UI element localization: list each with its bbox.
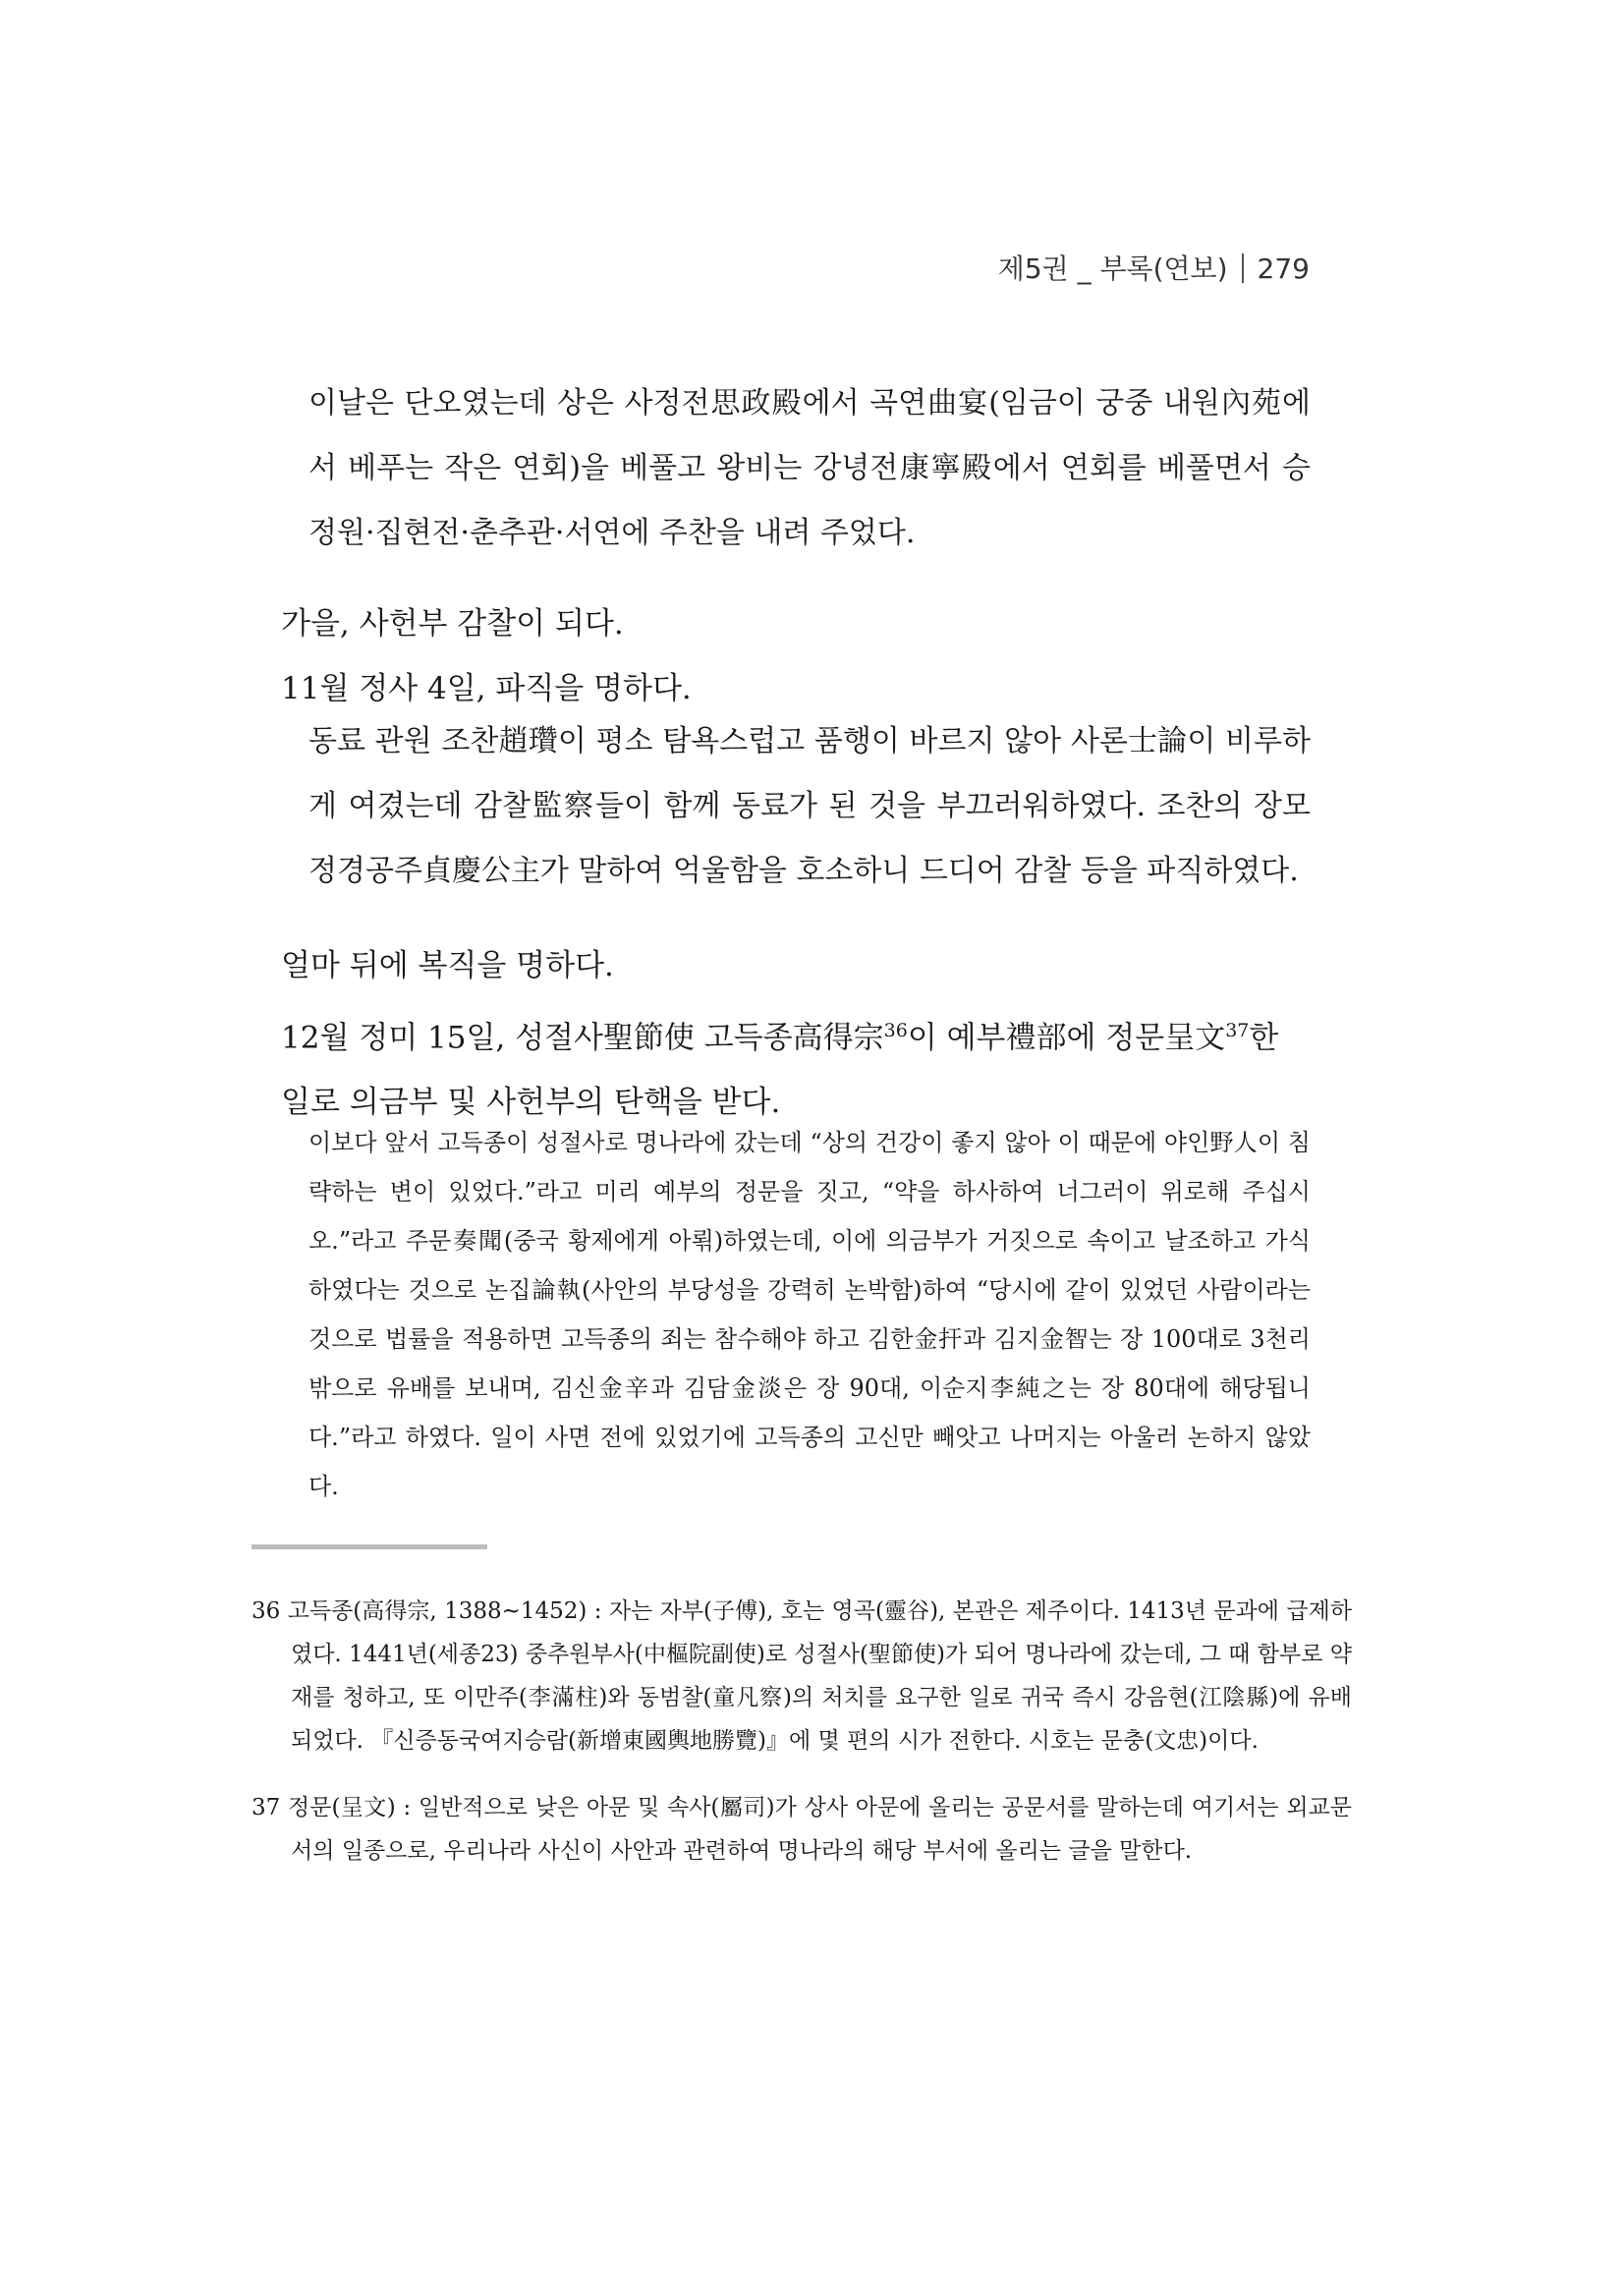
entry-heading-november: 11월 정사 4일, 파직을 명하다. — [281, 671, 692, 706]
body-paragraph-1: 이날은 단오였는데 상은 사정전思政殿에서 곡연曲宴(임금이 궁중 내원內苑에서 베푸는 작은 연회)을 베풀고 왕비는 강녕전康寧殿에서 연회를 베풀면서 승정원·집현전·춘추관·서연에 주찬을 내려 주었다. — [308, 386, 1311, 550]
entry-heading-december — [281, 998, 1313, 1135]
heading-text-part-c: 한 일로 의금부 및 사헌부의 탄핵을 받다. — [281, 1020, 1279, 1121]
page-number: 279 — [1257, 252, 1310, 285]
heading-text-part-a: 12월 정미 15일, 성절사聖節使 고득종高得宗 — [281, 1020, 884, 1056]
entry-heading-reinstated: 얼마 뒤에 복직을 명하다. — [281, 948, 614, 983]
footnote-ref-37[interactable]: 37 — [1225, 1020, 1250, 1041]
footnote-text: 고득종(高得宗, 1388~1452) : 자는 자부(子傅), 호는 영곡(靈谷), 본관은 제주이다. 1413년 문과에 급제하였다. 1441년(세종23) 중추원부사(中樞院副使)로 성절사(聖節使)가 되어 명나라에 갔는데, 그 때 함부로 약재를 청하고, 또 이만주(李滿柱)와 동범찰(童凡察)의 처치를 요구한 일로 귀국 즉시 강음현(江陰縣)에 유배되었다. 『신증동국여지승람(新增東國輿地勝覽)』에 몇 편의 시가 전한다. 시호는 문충(文忠)이다. — [287, 1598, 1353, 1754]
body-paragraph-3: 이보다 앞서 고득종이 성절사로 명나라에 갔는데 “상의 건강이 좋지 않아 이 때문에 야인野人이 침략하는 변이 있었다.”라고 미리 예부의 정문을 짓고, “약을 하사하여 너그러이 위로해 주십시오.”라고 주문奏聞(중국 황제에게 아뢲)하였는데, 이에 의금부가 거짓으로 속이고 날조하고 가식하였다는 것으로 논집論執(사안의 부당성을 강력히 논박함)하여 “당시에 같이 있었던 사람이라는 것으로 법률을 적용하면 고득종의 죄는 참수해야 하고 김한金扞과 김지金智는 장 100대로 3천리 밖으로 유배를 보내며, 김신金辛과 김담金淡은 장 90대, 이순지李純之는 장 80대에 해당됩니다.”라고 하였다. 일이 사면 전에 있었기에 고득종의 고신만 빼앗고 나머지는 아울러 논하지 않았다. — [308, 1129, 1311, 1500]
header-divider — [1242, 253, 1244, 283]
body-paragraph-2: 동료 관원 조찬趙瓚이 평소 탐욕스럽고 품행이 바르지 않아 사론士論이 비루하게 여겼는데 감찰監察들이 함께 동료가 된 것을 부끄러워하였다. 조찬의 장모 정경공주貞慶公主가 말하여 억울함을 호소하니 드디어 감찰 등을 파직하였다. — [308, 724, 1311, 888]
running-header — [998, 248, 1310, 287]
footnote-37 — [252, 1786, 1352, 1873]
footnote-36 — [252, 1590, 1352, 1763]
footnote-number: 36 — [252, 1598, 281, 1624]
footnote-ref-36[interactable]: 36 — [883, 1020, 908, 1041]
header-section-title: 제5권 _ 부록(연보) — [997, 252, 1228, 285]
entry-heading-autumn: 가을, 사헌부 감찰이 되다. — [281, 606, 624, 642]
heading-text-part-b: 이 예부禮部에 정문呈文 — [907, 1020, 1226, 1056]
footnote-divider — [252, 1544, 487, 1549]
footnote-number: 37 — [252, 1795, 281, 1820]
footnote-text: 정문(呈文) : 일반적으로 낮은 아문 및 속사(屬司)가 상사 아문에 올리는 공문서를 말하는데 여기서는 외교문서의 일종으로, 우리나라 사신이 사안과 관련하여 명나라의 해당 부서에 올리는 글을 말한다. — [288, 1795, 1352, 1864]
